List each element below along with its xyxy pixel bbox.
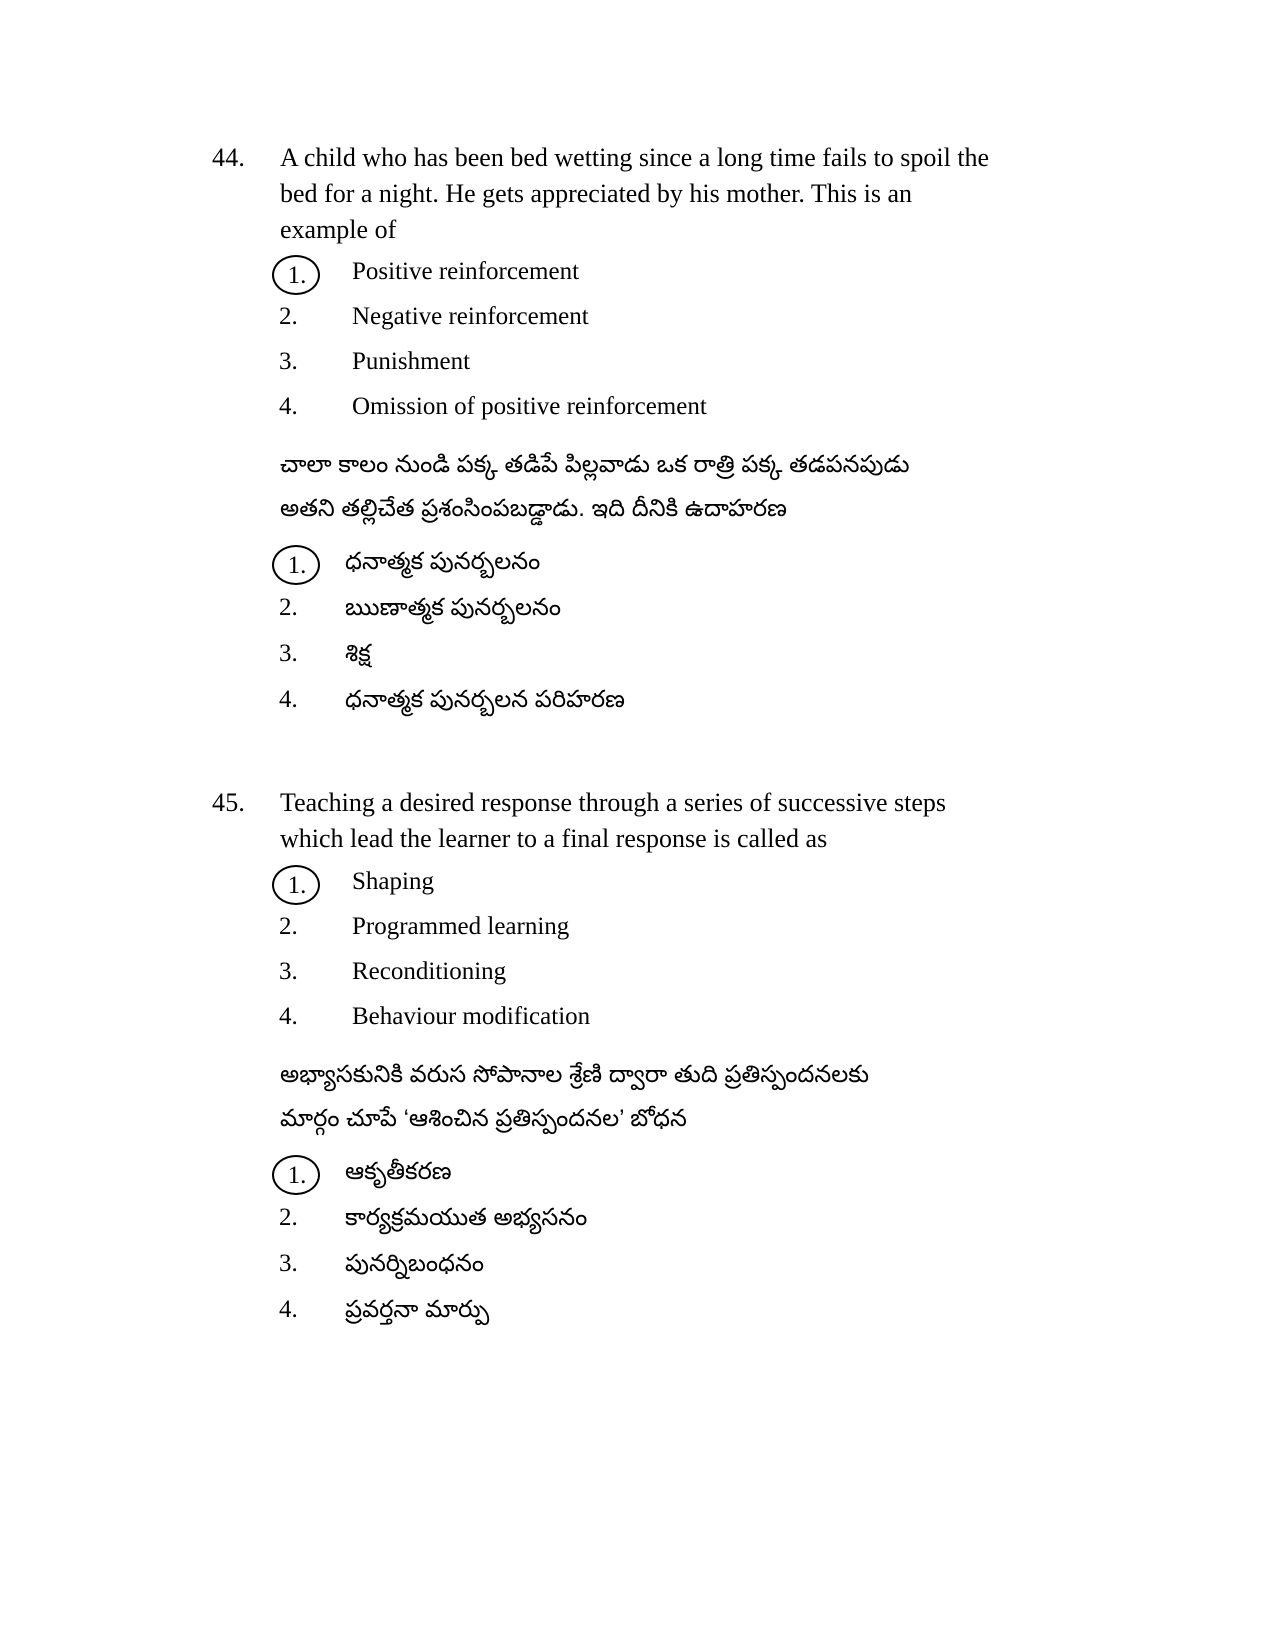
question-number: 45. [212,788,246,817]
option-label[interactable]: Punishment [352,348,471,375]
option-marker-telugu[interactable]: 2. [279,1204,298,1231]
question-stem-line: which lead the learner to a final response is called as [280,824,828,853]
option-label-telugu[interactable]: ఆకృతీకరణ [345,1158,452,1185]
question-stem-telugu-line: అభ్యాసకునికి వరుస సోపానాల శ్రేణి ద్వారా తుది ప్రతిస్పందనలకు [280,1061,870,1088]
option-row[interactable] [0,255,1275,300]
option-row[interactable] [0,1000,1275,1045]
option-label[interactable]: Omission of positive reinforcement [352,393,707,420]
option-label[interactable]: Behaviour modification [352,1003,591,1030]
option-label-telugu[interactable]: ధనాత్మక పునర్బలనం [345,548,541,575]
option-row-telugu[interactable] [0,637,1275,682]
option-row-telugu[interactable] [0,683,1275,728]
question-stem-line: A child who has been bed wetting since a long time fails to spoil the [280,143,990,172]
option-marker-selected-telugu[interactable]: 1. [272,1155,320,1195]
question-stem-telugu-line: చాలా కాలం నుండి పక్క తడిపే పిల్లవాడు ఒక రాత్రి పక్క తడపనపుడు [280,451,910,478]
option-row[interactable] [0,865,1275,910]
option-row[interactable] [0,910,1275,955]
option-row-telugu[interactable] [0,591,1275,636]
option-marker[interactable]: 4. [279,393,298,420]
option-label[interactable]: Shaping [352,868,434,895]
option-marker[interactable]: 3. [279,348,298,375]
option-label-telugu[interactable]: ప్రవర్తనా మార్పు [345,1296,490,1323]
option-marker-selected-telugu[interactable]: 1. [272,545,320,585]
question-stem-line: bed for a night. He gets appreciated by his mother. This is an [280,179,913,208]
option-row-telugu[interactable] [0,1293,1275,1338]
question-stem-telugu-line: మార్గం చూపే ‘ఆశించిన ప్రతిస్పందనల’ బోధన [280,1105,687,1132]
option-row-telugu[interactable] [0,1247,1275,1292]
option-label[interactable]: Negative reinforcement [352,303,589,330]
option-row-telugu[interactable] [0,1201,1275,1246]
option-row-telugu[interactable] [0,1155,1275,1200]
option-marker[interactable]: 3. [279,958,298,985]
option-label[interactable]: Programmed learning [352,913,570,940]
option-row[interactable] [0,345,1275,390]
option-marker-telugu[interactable]: 2. [279,594,298,621]
option-row[interactable] [0,955,1275,1000]
question-stem [280,785,1000,857]
question-stem-telugu [280,1053,1040,1141]
option-marker[interactable]: 2. [279,913,298,940]
question-stem-line: example of [280,215,397,244]
option-marker[interactable]: 4. [279,1003,298,1030]
option-label[interactable]: Positive reinforcement [352,258,580,285]
question-number: 44. [212,143,246,172]
option-marker-telugu[interactable]: 3. [279,1250,298,1277]
option-label-telugu[interactable]: కార్యక్రమయుత అభ్యసనం [345,1204,588,1231]
option-row-telugu[interactable] [0,545,1275,590]
option-label-telugu[interactable]: ధనాత్మక పునర్బలన పరిహరణ [345,686,625,713]
option-marker-selected[interactable]: 1. [272,865,320,905]
option-marker-selected[interactable]: 1. [272,255,320,295]
option-label-telugu[interactable]: ఋణాత్మక పునర్బలనం [345,594,561,621]
option-marker-telugu[interactable]: 4. [279,1296,298,1323]
question-stem-telugu [280,443,1040,531]
option-row[interactable] [0,390,1275,435]
question-stem [280,140,1000,248]
option-row[interactable] [0,300,1275,345]
option-marker-telugu[interactable]: 4. [279,686,298,713]
option-label-telugu[interactable]: శిక్ష [345,640,371,667]
option-marker-telugu[interactable]: 3. [279,640,298,667]
option-label[interactable]: Reconditioning [352,958,507,985]
option-label-telugu[interactable]: పునర్నిబంధనం [345,1250,484,1277]
option-marker[interactable]: 2. [279,303,298,330]
question-stem-telugu-line: అతని తల్లిచేత ప్రశంసింపబడ్డాడు. ఇది దీనికి ఉదాహరణ [280,495,787,522]
question-stem-line: Teaching a desired response through a series of successive steps [280,788,947,817]
